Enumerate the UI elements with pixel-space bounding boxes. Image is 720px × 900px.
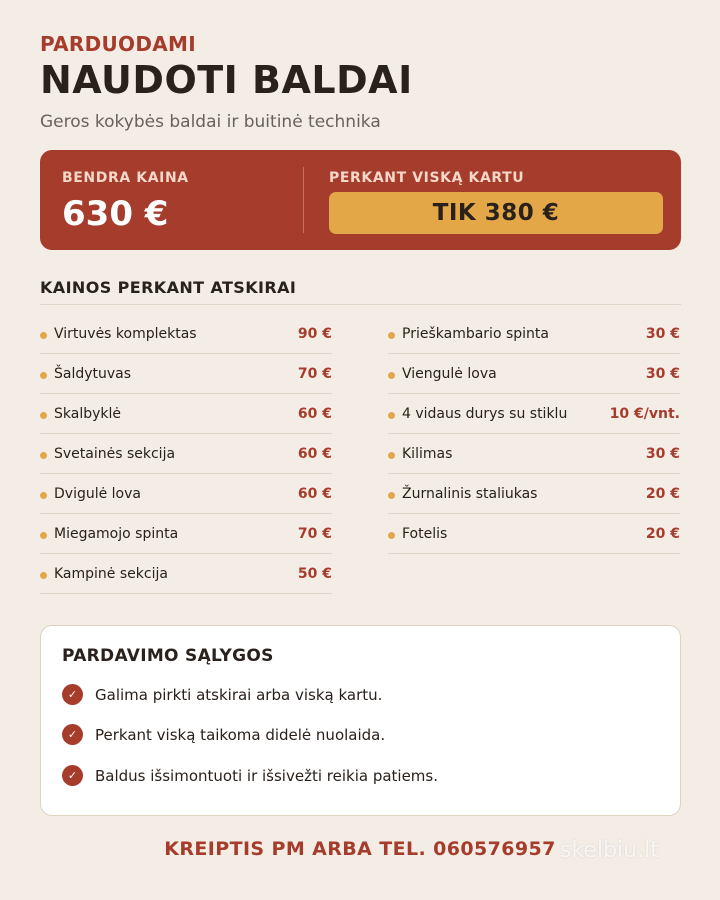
price-list-item (40, 434, 332, 474)
item-name: Virtuvės komplektas (54, 325, 197, 342)
dot-bullet-icon (40, 412, 47, 419)
price-list-left (40, 314, 332, 594)
price-list-item (40, 314, 332, 354)
dot-bullet-icon (40, 332, 47, 339)
price-list-item (40, 514, 332, 554)
item-name: Kilimas (402, 445, 453, 462)
item-name: Žurnalinis staliukas (402, 485, 538, 502)
check-icon: ✓ (62, 765, 83, 786)
dot-bullet-icon (388, 332, 395, 339)
item-price: 70 € (297, 525, 332, 542)
item-price: 20 € (645, 525, 680, 542)
item-price: 60 € (297, 485, 332, 502)
price-list-item (40, 354, 332, 394)
page-title: NAUDOTI BALDAI (40, 58, 413, 102)
dot-bullet-icon (388, 372, 395, 379)
item-name: Viengulė lova (402, 365, 497, 382)
price-list-item (388, 474, 680, 514)
sale-terms-card (40, 625, 681, 816)
term-item (62, 724, 385, 745)
item-price: 10 €/vnt. (609, 405, 680, 422)
item-name: Šaldytuvas (54, 365, 132, 382)
term-item (62, 684, 382, 705)
item-name: Skalbyklė (54, 405, 121, 422)
terms-title: PARDAVIMO SĄLYGOS (62, 646, 274, 666)
dot-bullet-icon (388, 532, 395, 539)
total-price-label: BENDRA KAINA (62, 170, 189, 186)
item-price: 90 € (297, 325, 332, 342)
total-price-value: 630 € (62, 194, 169, 234)
price-list-item (388, 434, 680, 474)
dot-bullet-icon (40, 492, 47, 499)
item-name: Dvigulė lova (54, 485, 141, 502)
term-text: Galima pirkti atskirai arba viską kartu. (95, 685, 383, 704)
dot-bullet-icon (388, 412, 395, 419)
item-name: Miegamojo spinta (54, 525, 179, 542)
check-icon: ✓ (62, 724, 83, 745)
price-list-item (388, 314, 680, 354)
item-price: 60 € (297, 445, 332, 462)
dot-bullet-icon (40, 532, 47, 539)
price-summary-box (40, 150, 681, 250)
term-text: Perkant viską taikoma didelė nuolaida. (95, 725, 386, 744)
term-item (62, 765, 438, 786)
item-name: Fotelis (402, 525, 448, 542)
item-name: Svetainės sekcija (54, 445, 176, 462)
dot-bullet-icon (40, 572, 47, 579)
item-name: Prieškambario spinta (402, 325, 549, 342)
price-list-right (388, 314, 680, 554)
item-price: 50 € (297, 565, 332, 582)
check-icon: ✓ (62, 684, 83, 705)
dot-bullet-icon (40, 372, 47, 379)
item-price: 70 € (297, 365, 332, 382)
term-text: Baldus išsimontuoti ir išsivežti reikia patiems. (95, 766, 439, 785)
item-price: 30 € (645, 325, 680, 342)
page-kicker: PARDUODAMI (40, 32, 196, 56)
page-subtitle: Geros kokybės baldai ir buitinė technika (40, 112, 381, 132)
contact-line: KREIPTIS PM ARBA TEL. 060576957 (164, 838, 556, 860)
section-divider (40, 304, 681, 305)
price-list-item (40, 554, 332, 594)
prices-section-title: KAINOS PERKANT ATSKIRAI (40, 278, 297, 297)
item-name: 4 vidaus durys su stiklu (402, 405, 568, 422)
price-list-item (388, 394, 680, 434)
item-price: 30 € (645, 365, 680, 382)
bundle-price-label: PERKANT VISKĄ KARTU (329, 170, 525, 186)
watermark: skelbiu.lt (560, 838, 659, 863)
item-name: Kampinė sekcija (54, 565, 168, 582)
dot-bullet-icon (40, 452, 47, 459)
bundle-price-badge (329, 192, 663, 234)
price-list-item (40, 474, 332, 514)
price-list-item (388, 354, 680, 394)
item-price: 60 € (297, 405, 332, 422)
item-price: 30 € (645, 445, 680, 462)
bundle-price-value: TIK 380 € (432, 200, 560, 226)
item-price: 20 € (645, 485, 680, 502)
price-list-item (40, 394, 332, 434)
dot-bullet-icon (388, 452, 395, 459)
dot-bullet-icon (388, 492, 395, 499)
price-list-item (388, 514, 680, 554)
price-box-divider (303, 167, 304, 233)
